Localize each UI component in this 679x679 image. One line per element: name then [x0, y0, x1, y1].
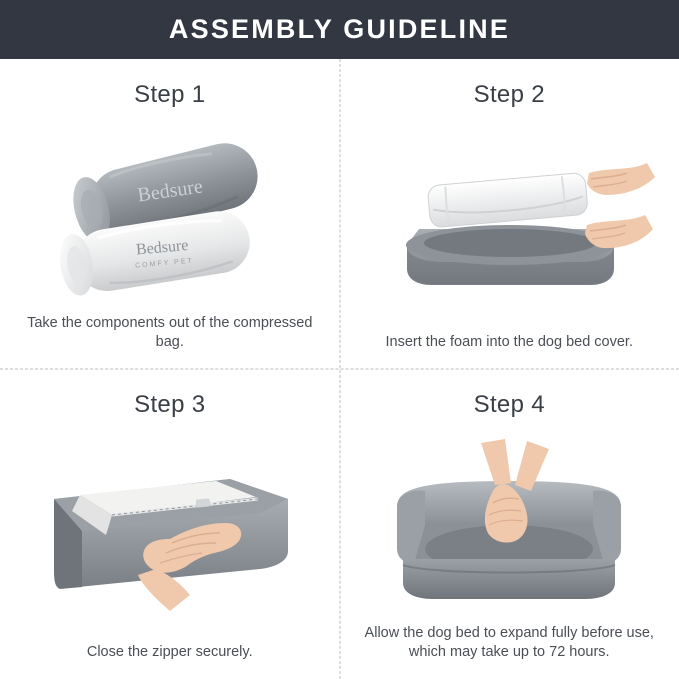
step-2-caption: Insert the foam into the dog bed cover. [385, 334, 633, 351]
rolled-foam-and-cover-icon [20, 123, 320, 303]
step-3-cell [0, 369, 340, 679]
expanded-dog-bed-icon [359, 433, 659, 613]
steps-grid [0, 59, 679, 679]
step-1-cell [0, 59, 340, 369]
step-2-cell [340, 59, 679, 369]
step-1-caption: Take the components out of the compressed bag. [27, 314, 313, 351]
page-header [0, 0, 679, 59]
step-2-illustration [358, 113, 662, 333]
svg-text:Bedsure: Bedsure [135, 237, 189, 259]
step-4-cell [340, 369, 679, 679]
svg-text:Bedsure: Bedsure [135, 175, 204, 207]
step-1-title: Step 1 [134, 81, 206, 108]
step-4-caption: Allow the dog bed to expand fully before use, which may take up to 72 hours. [364, 624, 654, 661]
insert-foam-icon [359, 133, 659, 313]
step-4-illustration [358, 423, 662, 624]
step-4-title: Step 4 [473, 391, 545, 418]
svg-text:COMFY PET: COMFY PET [134, 257, 194, 271]
page-title: ASSEMBLY GUIDELINE [168, 14, 511, 44]
step-3-caption: Close the zipper securely. [86, 644, 253, 661]
close-zipper-icon [20, 443, 320, 623]
step-2-title: Step 2 [473, 81, 545, 108]
step-3-title: Step 3 [134, 391, 206, 418]
step-1-illustration [18, 113, 322, 314]
step-3-illustration [18, 423, 322, 643]
